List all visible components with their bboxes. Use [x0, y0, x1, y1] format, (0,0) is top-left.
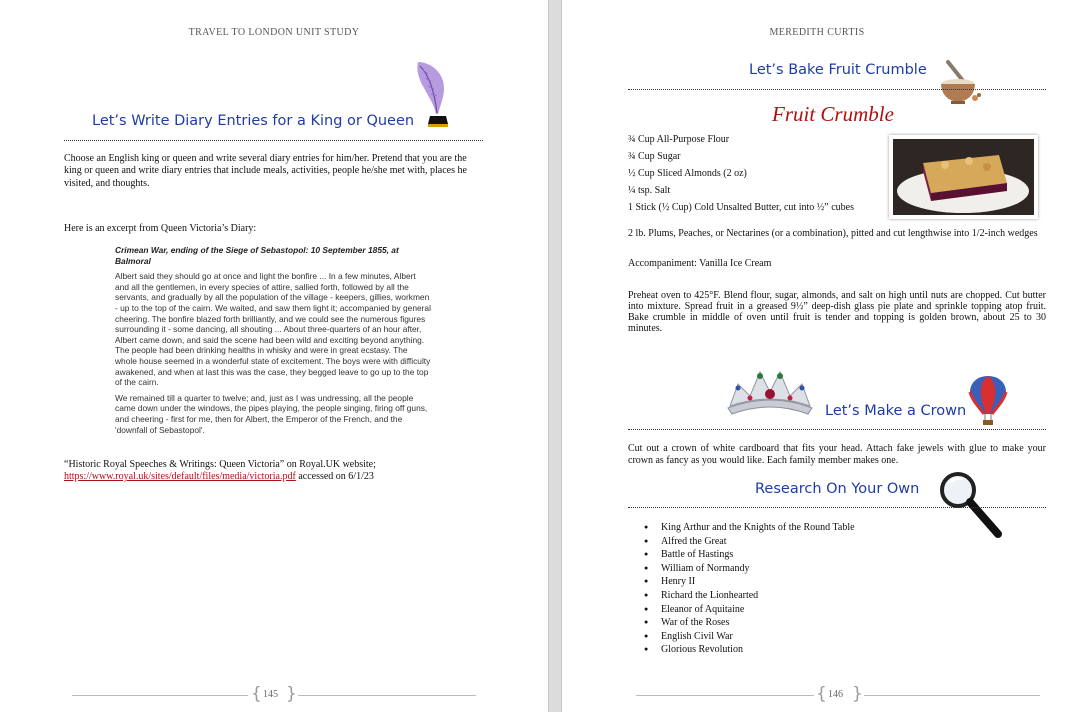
footer-rule: [636, 695, 814, 696]
page-number-brace: {: [251, 684, 262, 704]
list-item: ● Glorious Revolution: [661, 643, 961, 657]
footer-rule: [298, 695, 476, 696]
list-item: ● Eleanor of Aquitaine: [661, 603, 961, 617]
fruit-crumble-photo: [889, 135, 1038, 219]
excerpt-paragraph: Albert said they should go at once and light the bonfire ... In a few minutes, Albert and all the gentlemen, in every species of attire, sallied forth, followed by all the servants, and gradually by all the population of the village - keepers, gillies, workmen - up to the top of the cairn. We waited, and saw them light it; accompanied by general cheering. The bonfire blazed forth brilliantly, and we could see the numerous figures surrounding it - some dancing, all shouting ... About three-quarters of an hour after, Albert came down, and said the scene had been wild and exciting beyond anything. The people had been drinking healths in whisky and were in great ecstasy. The whole house seemed in a wonderful state of excitement. The boys were with difficulty awakened, and when at last this was the case, they begged leave to go up to the top of the cairn.: [115, 271, 431, 388]
heading-rule: [628, 507, 1046, 508]
ingredient-item: ¾ Cup Sugar: [628, 151, 681, 162]
list-item: ● King Arthur and the Knights of the Round Table: [661, 521, 961, 535]
footer-rule: [864, 695, 1040, 696]
diary-intro: Choose an English king or queen and write several diary entries for him/her. Pretend that you are the king or queen and write diary entries that include meals, activities, people he/she met with, places he visited, and thoughts.: [64, 153, 467, 189]
hot-air-balloon-icon: [968, 374, 1008, 426]
heading-rule: [628, 429, 1046, 430]
fruit-crumble-photo-image: [893, 139, 1034, 215]
mortar-pestle-icon: [938, 58, 982, 106]
list-item: ● English Civil War: [661, 630, 961, 644]
ingredient-item: Accompaniment: Vanilla Ice Cream: [628, 258, 772, 269]
page-number: 146: [828, 689, 843, 700]
list-item: ● War of the Roses: [661, 616, 961, 630]
ingredient-item: ¾ Cup All-Purpose Flour: [628, 134, 730, 145]
ingredient-item: ½ Cup Sliced Almonds (2 oz): [628, 168, 747, 179]
crown-instructions: Cut out a crown of white cardboard that fits your head. Attach fake jewels with glue to make your crown as fancy as you would like. Each family member makes one.: [628, 443, 1046, 466]
list-item: ● Battle of Hastings: [661, 548, 961, 562]
footer-rule: [72, 695, 248, 696]
excerpt-paragraph: We remained till a quarter to twelve; and, just as I was undressing, all the people came down under the windows, the pipes playing, the people singing, firing off guns, and cheering - first for me, then for Albert, the Emperor of the French, and the 'downfall of Sebastopol'.: [115, 392, 428, 435]
list-item: ● William of Normandy: [661, 562, 961, 576]
heading-crown: Let’s Make a Crown: [825, 403, 967, 419]
page-number-brace: {: [816, 684, 827, 704]
citation-tail: accessed on 6/1/23: [295, 471, 374, 483]
citation-link[interactable]: https://www.royal.uk/sites/default/files/media/victoria.pdf: [64, 471, 296, 483]
page-number-brace: }: [286, 684, 297, 704]
page-number: 145: [263, 689, 278, 700]
excerpt-title: Crimean War, ending of the Siege of Sebastopol: 10 September 1855, at Balmoral: [115, 245, 399, 266]
right-page: [562, 0, 1072, 712]
page-heading-diary: Let’s Write Diary Entries for a King or Queen: [92, 113, 415, 129]
ingredient-item: 1 Stick (½ Cup) Cold Unsalted Butter, cut into ½” cubes: [628, 202, 854, 213]
list-item: ● Alfred the Great: [661, 535, 961, 549]
research-topics-list: [645, 521, 961, 657]
ingredient-item: 2 lb. Plums, Peaches, or Nectarines (or a combination), pitted and cut lengthwise into 1/2-inch wedges: [628, 228, 1038, 239]
citation-text: “Historic Royal Speeches & Writings: Queen Victoria” on Royal.UK website;: [64, 459, 376, 470]
tiara-icon: [722, 362, 818, 418]
running-header: TRAVEL TO LONDON UNIT STUDY: [188, 27, 360, 38]
recipe-directions: Preheat oven to 425°F. Blend flour, sugar, almonds, and salt on high until nuts are chopped. Cut butter into mixture. Spread fruit in a greased 9½” deep-dish glass pie plate and sprinkle topping atop fruit. Bake crumble in middle of oven until fruit is tender and topping is golden brown, about 25 to 30 minutes.: [628, 290, 1046, 334]
citation: [64, 459, 484, 484]
diary-excerpt: [115, 245, 431, 440]
heading-rule: [64, 140, 483, 141]
page-gutter: [548, 0, 562, 712]
ingredients-short: [628, 134, 883, 213]
heading-bake: Let’s Bake Fruit Crumble: [749, 62, 927, 78]
heading-research: Research On Your Own: [755, 481, 920, 497]
page-number-brace: }: [852, 684, 863, 704]
quill-inkwell-icon: [410, 58, 458, 130]
list-item: ● Richard the Lionhearted: [661, 589, 961, 603]
ingredient-item: ¼ tsp. Salt: [628, 185, 671, 196]
running-header: MEREDITH CURTIS: [769, 27, 865, 38]
recipe-title: Fruit Crumble: [772, 102, 894, 126]
list-item: ● Henry II: [661, 575, 961, 589]
heading-rule: [628, 89, 1046, 90]
excerpt-intro: Here is an excerpt from Queen Victoria’s Diary:: [64, 223, 257, 234]
